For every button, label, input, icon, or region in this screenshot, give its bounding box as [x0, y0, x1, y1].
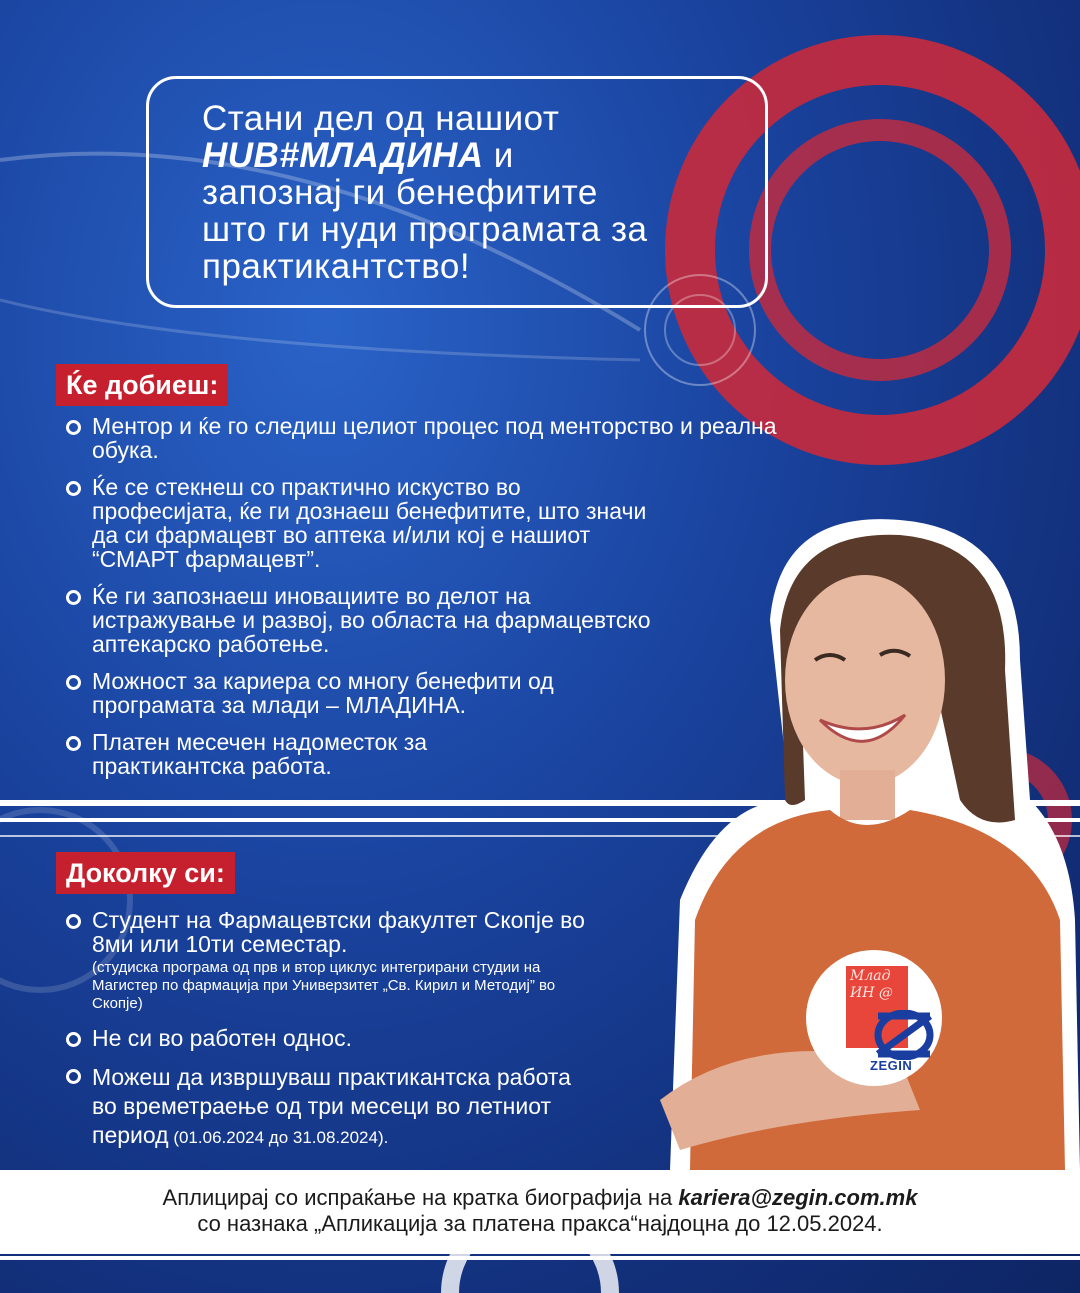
apply-footer — [0, 1170, 1080, 1254]
list-item — [66, 414, 786, 462]
list-item — [66, 730, 492, 778]
footer-text: Аплицирај со испраќање на кратка биографија на — [162, 1185, 679, 1210]
bullet-icon — [66, 914, 81, 929]
list-item — [66, 669, 612, 717]
headline-line: што ги нуди програмата за — [202, 210, 648, 249]
headline-line — [202, 137, 762, 174]
zegin-brand: ZEGIN — [870, 1058, 913, 1073]
list-item — [66, 475, 652, 571]
list-item-note: (студиска програма од прв и втор циклус интегрирани студии на Магистер по фармација при Универзитет „Св. Кирил и Методиј” во Скопје) — [92, 959, 556, 1012]
brand-name: HUB#МЛАДИНА — [202, 136, 484, 175]
benefits-title: Ќе добиеш: — [56, 364, 228, 406]
list-item-text: Не си во работен однос. — [92, 1025, 352, 1051]
headline-text: и — [483, 136, 514, 175]
bullet-icon — [66, 675, 81, 690]
divider-stripe — [0, 1256, 1080, 1260]
list-item-dates: (01.06.2024 до 31.08.2024). — [168, 1128, 389, 1147]
headline-line: практикантство! — [202, 247, 471, 286]
bullet-icon — [66, 736, 81, 751]
list-item — [66, 1063, 586, 1152]
requirements-list — [66, 908, 586, 1165]
requirements-title: Доколку си: — [56, 852, 235, 894]
bullet-icon — [66, 1032, 81, 1047]
benefits-list — [66, 414, 786, 791]
headline — [202, 100, 762, 285]
list-item — [66, 1026, 586, 1050]
list-item — [66, 908, 586, 1013]
list-item-text: Можност за кариера со многу бенефити од програмата за млади – МЛАДИНА. — [92, 668, 554, 718]
list-item-text: Студент на Фармацевтски факултет Скопје во 8ми или 10ти семестар. — [92, 907, 585, 957]
email-link[interactable]: kariera@zegin.com.mk — [678, 1185, 918, 1210]
footer-line: со назнака „Апликација за платена пракса“најдоцна до 12.05.2024. — [197, 1211, 883, 1236]
bullet-icon — [66, 1069, 81, 1084]
footer-line — [0, 1185, 1080, 1211]
headline-line: Стани дел од нашиот — [202, 99, 560, 138]
bullet-icon — [66, 420, 81, 435]
list-item — [66, 584, 652, 656]
list-item-text: Платен месечен надоместок за практикантска работа. — [92, 729, 428, 779]
zegin-logo-icon — [872, 1010, 936, 1060]
headline-line: запознај ги бенефитите — [202, 173, 598, 212]
list-item-text: Ментор и ќе го следиш целиот процес под менторство и реална обука. — [92, 413, 777, 463]
list-item-text: Можеш да извршуваш практикантска работа во времетраење од три месеци во летниот период — [92, 1064, 571, 1148]
list-item-text: Ќе се стекнеш со практично искуство во професијата, ќе ги дознаеш бенефитите, што значи да си фармацевт во аптека и/или кој е нашиот “СМАРТ фармацевт”. — [92, 474, 647, 572]
bullet-icon — [66, 481, 81, 496]
bullet-icon — [66, 590, 81, 605]
list-item-text: Ќе ги запознаеш иновациите во делот на истражување и развој, во областа на фармацевтско аптекарско работење. — [92, 583, 651, 657]
mladina-logo-text: Млад ИН @ — [850, 968, 893, 1001]
